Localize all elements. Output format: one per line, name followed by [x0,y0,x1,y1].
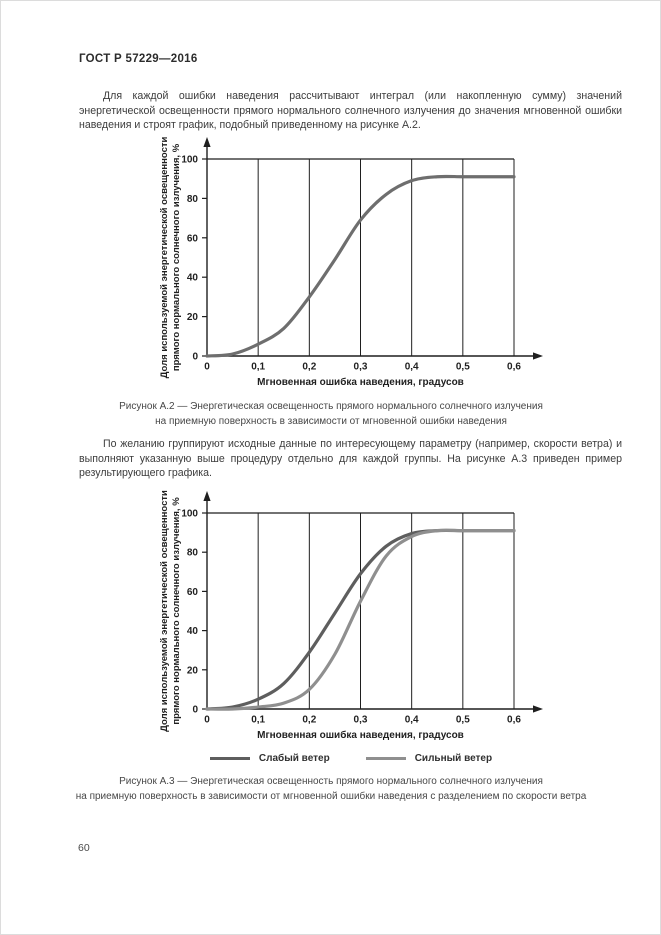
y-tick-label: 80 [186,547,198,559]
x-tick-label: 0,6 [507,714,521,726]
y-tick-label: 20 [186,665,198,677]
x-tick-label: 0 [204,361,210,373]
axis-title-x: Мгновенная ошибка наведения, градусов [257,730,464,741]
y-axis-arrow [203,137,210,147]
axis-title-y-line2: прямого нормального солнечного излучения, % [171,143,182,372]
figure-a2-caption-line2: на приемную поверхность в зависимости от мгновенной ошибки наведения [155,415,507,427]
x-tick-label: 0,4 [404,714,419,726]
legend-item-weak-wind [210,753,330,764]
document-header: ГОСТ Р 57229—2016 [79,53,198,65]
y-tick-label: 40 [186,272,198,284]
weak-wind-legend-label: Слабый ветер [258,753,330,764]
x-tick-label: 0,3 [353,714,368,726]
x-tick-label: 0,2 [302,361,317,373]
figure-a3-caption [41,775,621,804]
paragraph-1: Для каждой ошибки наведения рассчитывают интеграл (или накопленную сумму) значений энергетической освещенности прямого нормального солнечного излучения до значения мгновенной ошибки наведения и строят график, подобный приведенному на рисунке А.2. [79,90,622,132]
figure-a3-legend [151,753,551,764]
y-axis-arrow [203,491,210,501]
paragraph-2: По желанию группируют исходные данные по интересующему параметру (например, скорости ветра) и выполняют указанную выше процедуру отдельно для каждой группы. На рисунке А.3 приведен пример результирующего графика. [79,438,622,480]
x-tick-label: 0,5 [455,361,470,373]
x-tick-label: 0,5 [455,714,470,726]
x-tick-label: 0,6 [507,361,521,373]
figure-a3-chart [151,489,551,747]
figure-a2-caption-line1: Рисунок А.2 — Энергетическая освещенность прямого нормального солнечного излучения [119,401,543,412]
figure-a2-caption [61,400,601,429]
x-tick-label: 0,2 [302,714,317,726]
page-number: 60 [78,842,90,854]
x-axis-arrow [533,352,543,359]
x-tick-label: 0,3 [353,361,368,373]
y-tick-label: 0 [192,704,198,716]
x-axis-arrow [533,705,543,712]
x-tick-label: 0,4 [404,361,419,373]
axis-title-y-line2: прямого нормального солнечного излучения, % [171,497,182,725]
y-tick-label: 80 [186,193,198,205]
axis-title-y-line1: Доля используемой энергетической освещенности [159,490,170,732]
y-tick-label: 60 [186,233,198,245]
y-tick-label: 20 [186,312,198,324]
y-tick-label: 40 [186,626,198,638]
x-tick-label: 0,1 [251,361,266,373]
figure-a3-caption-line2: на приемную поверхность в зависимости от мгновенной ошибки наведения с разделением по скорости ветра [75,790,587,802]
strong-wind-line-swatch [366,757,406,760]
figure-a3-caption-line1: Рисунок А.3 — Энергетическая освещенность прямого нормального солнечного излучения [119,776,543,787]
weak-wind-line-swatch [210,757,250,760]
y-tick-label: 100 [181,508,198,520]
x-tick-label: 0 [204,714,210,726]
y-tick-label: 60 [186,586,198,598]
y-tick-label: 100 [181,154,198,166]
legend-item-strong-wind [366,753,492,764]
axis-title-y-line1: Доля используемой энергетической освещенности [159,136,170,379]
strong-wind-legend-label: Сильный ветер [414,753,493,764]
axis-title-x: Мгновенная ошибка наведения, градусов [257,377,464,388]
y-tick-label: 0 [192,351,198,363]
x-tick-label: 0,1 [251,714,266,726]
figure-a2-chart [151,135,551,389]
